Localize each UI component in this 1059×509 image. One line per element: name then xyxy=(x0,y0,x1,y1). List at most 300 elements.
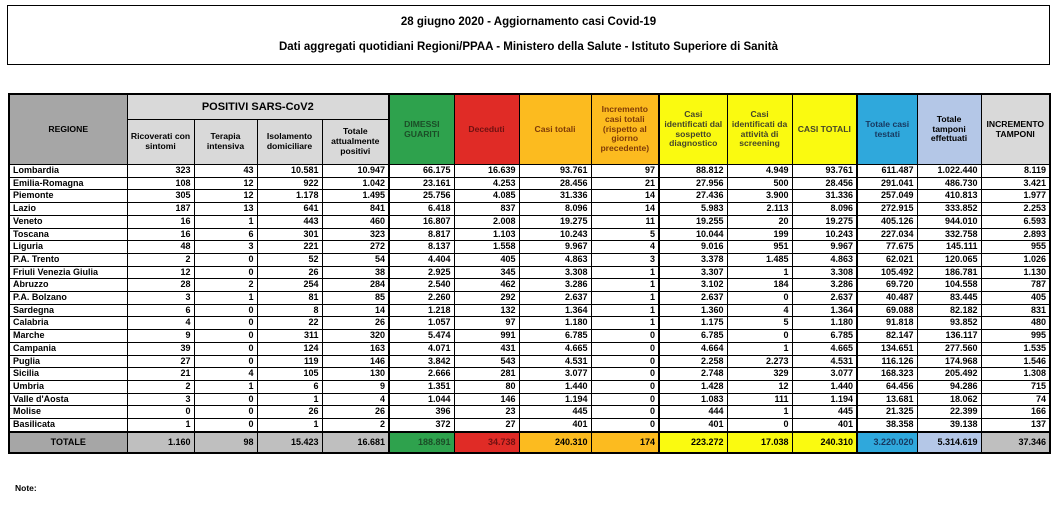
value-cell: 2 xyxy=(322,419,389,432)
region-name-cell: Puglia xyxy=(9,355,127,368)
value-cell: 163 xyxy=(322,342,389,355)
value-cell: 431 xyxy=(454,342,519,355)
value-cell: 146 xyxy=(322,355,389,368)
value-cell: 1.057 xyxy=(389,317,454,330)
value-cell: 1 xyxy=(194,380,257,393)
value-cell: 199 xyxy=(727,228,792,241)
value-cell: 8.817 xyxy=(389,228,454,241)
col-header-totale-tamponi: Totale tamponi effettuati xyxy=(917,94,981,165)
value-cell: 1 xyxy=(257,419,322,432)
value-cell: 1.977 xyxy=(981,190,1050,203)
value-cell: 22 xyxy=(257,317,322,330)
value-cell: 6.593 xyxy=(981,215,1050,228)
value-cell: 26 xyxy=(257,406,322,419)
value-cell: 12 xyxy=(194,177,257,190)
value-cell: 272.915 xyxy=(857,203,917,216)
value-cell: 2.260 xyxy=(389,292,454,305)
value-cell: 0 xyxy=(591,330,659,343)
value-cell: 22.399 xyxy=(917,406,981,419)
value-cell: 1.180 xyxy=(519,317,591,330)
region-name-cell: Liguria xyxy=(9,241,127,254)
value-cell: 462 xyxy=(454,279,519,292)
value-cell: 277.560 xyxy=(917,342,981,355)
value-cell: 168.323 xyxy=(857,368,917,381)
value-cell: 4 xyxy=(727,304,792,317)
table-row xyxy=(9,177,1050,190)
value-cell: 2.273 xyxy=(727,355,792,368)
value-cell: 8.119 xyxy=(981,165,1050,178)
value-cell: 323 xyxy=(322,228,389,241)
value-cell: 5.474 xyxy=(389,330,454,343)
value-cell: 0 xyxy=(194,355,257,368)
value-cell: 305 xyxy=(127,190,194,203)
value-cell: 104.558 xyxy=(917,279,981,292)
value-cell: 2.258 xyxy=(659,355,727,368)
value-cell: 28.456 xyxy=(792,177,857,190)
col-group-positivi-sars-cov2: POSITIVI SARS-CoV2 xyxy=(127,94,389,120)
value-cell: 3.077 xyxy=(792,368,857,381)
value-cell: 25.756 xyxy=(389,190,454,203)
col-header-incremento-tamponi: INCREMENTO TAMPONI xyxy=(981,94,1050,165)
value-cell: 146 xyxy=(454,393,519,406)
value-cell: 93.761 xyxy=(792,165,857,178)
value-cell: 6.785 xyxy=(792,330,857,343)
value-cell: 991 xyxy=(454,330,519,343)
value-cell: 97 xyxy=(454,317,519,330)
total-row xyxy=(9,432,1050,453)
value-cell: 6 xyxy=(257,380,322,393)
value-cell: 1.180 xyxy=(792,317,857,330)
value-cell: 184 xyxy=(727,279,792,292)
value-cell: 10.581 xyxy=(257,165,322,178)
value-cell: 3.102 xyxy=(659,279,727,292)
value-cell: 401 xyxy=(519,419,591,432)
value-cell: 3.307 xyxy=(659,266,727,279)
region-name-cell: Sicilia xyxy=(9,368,127,381)
total-casi-testati-cell: 3.220.020 xyxy=(857,432,917,453)
value-cell: 543 xyxy=(454,355,519,368)
value-cell: 4 xyxy=(322,393,389,406)
value-cell: 2.748 xyxy=(659,368,727,381)
value-cell: 8.137 xyxy=(389,241,454,254)
value-cell: 401 xyxy=(792,419,857,432)
value-cell: 3.378 xyxy=(659,253,727,266)
value-cell: 3.421 xyxy=(981,177,1050,190)
region-name-cell: Piemonte xyxy=(9,190,127,203)
region-name-cell: Molise xyxy=(9,406,127,419)
report-title: 28 giugno 2020 - Aggiornamento casi Covid-19 xyxy=(400,16,657,28)
value-cell: 4.531 xyxy=(519,355,591,368)
value-cell: 88.812 xyxy=(659,165,727,178)
value-cell: 1 xyxy=(127,419,194,432)
value-cell: 3 xyxy=(127,292,194,305)
col-header-terapia-intensiva: Terapia intensiva xyxy=(194,120,257,165)
value-cell: 405 xyxy=(454,253,519,266)
value-cell: 4.863 xyxy=(792,253,857,266)
note-label: Note: xyxy=(15,483,37,493)
value-cell: 281 xyxy=(454,368,519,381)
value-cell: 27 xyxy=(127,355,194,368)
value-cell: 40.487 xyxy=(857,292,917,305)
region-name-cell: Lombardia xyxy=(9,165,127,178)
value-cell: 311 xyxy=(257,330,322,343)
value-cell: 52 xyxy=(257,253,322,266)
value-cell: 136.117 xyxy=(917,330,981,343)
value-cell: 1.083 xyxy=(659,393,727,406)
value-cell: 0 xyxy=(194,253,257,266)
region-name-cell: P.A. Bolzano xyxy=(9,292,127,305)
table-row xyxy=(9,253,1050,266)
value-cell: 3.077 xyxy=(519,368,591,381)
value-cell: 1 xyxy=(194,215,257,228)
value-cell: 14 xyxy=(591,190,659,203)
value-cell: 4.664 xyxy=(659,342,727,355)
value-cell: 10.243 xyxy=(519,228,591,241)
value-cell: 332.758 xyxy=(917,228,981,241)
col-header-ricoverati-con-sintomi: Ricoverati con sintomi xyxy=(127,120,194,165)
value-cell: 8.096 xyxy=(792,203,857,216)
value-cell: 1.194 xyxy=(519,393,591,406)
value-cell: 31.336 xyxy=(792,190,857,203)
total-ricoverati-cell: 1.160 xyxy=(127,432,194,453)
region-name-cell: Sardegna xyxy=(9,304,127,317)
value-cell: 105 xyxy=(257,368,322,381)
value-cell: 23 xyxy=(454,406,519,419)
col-header-casi-totali-upper: CASI TOTALI xyxy=(792,94,857,165)
value-cell: 5.983 xyxy=(659,203,727,216)
region-name-cell: Lazio xyxy=(9,203,127,216)
value-cell: 9.016 xyxy=(659,241,727,254)
value-cell: 8 xyxy=(257,304,322,317)
value-cell: 1.044 xyxy=(389,393,454,406)
table-row xyxy=(9,330,1050,343)
value-cell: 2.925 xyxy=(389,266,454,279)
value-cell: 18.062 xyxy=(917,393,981,406)
value-cell: 1 xyxy=(591,317,659,330)
value-cell: 6 xyxy=(194,228,257,241)
table-row xyxy=(9,215,1050,228)
value-cell: 0 xyxy=(591,355,659,368)
value-cell: 3.842 xyxy=(389,355,454,368)
region-name-cell: Umbria xyxy=(9,380,127,393)
value-cell: 12 xyxy=(127,266,194,279)
table-row xyxy=(9,380,1050,393)
value-cell: 0 xyxy=(194,304,257,317)
value-cell: 301 xyxy=(257,228,322,241)
value-cell: 83.445 xyxy=(917,292,981,305)
value-cell: 944.010 xyxy=(917,215,981,228)
value-cell: 995 xyxy=(981,330,1050,343)
value-cell: 108 xyxy=(127,177,194,190)
value-cell: 0 xyxy=(194,266,257,279)
value-cell: 3.286 xyxy=(519,279,591,292)
region-name-cell: Veneto xyxy=(9,215,127,228)
value-cell: 323 xyxy=(127,165,194,178)
value-cell: 1.440 xyxy=(519,380,591,393)
value-cell: 16 xyxy=(127,215,194,228)
value-cell: 1.351 xyxy=(389,380,454,393)
value-cell: 221 xyxy=(257,241,322,254)
value-cell: 0 xyxy=(591,419,659,432)
value-cell: 10.044 xyxy=(659,228,727,241)
value-cell: 1.103 xyxy=(454,228,519,241)
value-cell: 132 xyxy=(454,304,519,317)
value-cell: 13 xyxy=(194,203,257,216)
value-cell: 91.818 xyxy=(857,317,917,330)
value-cell: 1.360 xyxy=(659,304,727,317)
col-header-casi-screening: Casi identificati da attività di screening xyxy=(727,94,792,165)
total-tamponi-cell: 5.314.619 xyxy=(917,432,981,453)
value-cell: 787 xyxy=(981,279,1050,292)
value-cell: 2 xyxy=(127,380,194,393)
total-deceduti-cell: 34.738 xyxy=(454,432,519,453)
value-cell: 28 xyxy=(127,279,194,292)
value-cell: 1.194 xyxy=(792,393,857,406)
value-cell: 54 xyxy=(322,253,389,266)
value-cell: 111 xyxy=(727,393,792,406)
value-cell: 284 xyxy=(322,279,389,292)
region-name-cell: Friuli Venezia Giulia xyxy=(9,266,127,279)
value-cell: 16.807 xyxy=(389,215,454,228)
value-cell: 1.558 xyxy=(454,241,519,254)
value-cell: 166 xyxy=(981,406,1050,419)
value-cell: 0 xyxy=(194,393,257,406)
value-cell: 6.418 xyxy=(389,203,454,216)
value-cell: 254 xyxy=(257,279,322,292)
value-cell: 2 xyxy=(194,279,257,292)
region-name-cell: Emilia-Romagna xyxy=(9,177,127,190)
value-cell: 1 xyxy=(591,304,659,317)
value-cell: 405 xyxy=(981,292,1050,305)
table-row xyxy=(9,228,1050,241)
table-row xyxy=(9,292,1050,305)
value-cell: 0 xyxy=(194,419,257,432)
value-cell: 1 xyxy=(257,393,322,406)
value-cell: 0 xyxy=(727,292,792,305)
value-cell: 291.041 xyxy=(857,177,917,190)
region-name-cell: Campania xyxy=(9,342,127,355)
value-cell: 2.637 xyxy=(792,292,857,305)
value-cell: 3 xyxy=(127,393,194,406)
col-header-regione: REGIONE xyxy=(9,94,127,165)
value-cell: 26 xyxy=(322,406,389,419)
value-cell: 105.492 xyxy=(857,266,917,279)
value-cell: 31.336 xyxy=(519,190,591,203)
value-cell: 26 xyxy=(257,266,322,279)
value-cell: 372 xyxy=(389,419,454,432)
value-cell: 396 xyxy=(389,406,454,419)
value-cell: 4.665 xyxy=(792,342,857,355)
value-cell: 0 xyxy=(591,342,659,355)
value-cell: 951 xyxy=(727,241,792,254)
value-cell: 320 xyxy=(322,330,389,343)
value-cell: 120.065 xyxy=(917,253,981,266)
value-cell: 39.138 xyxy=(917,419,981,432)
value-cell: 137 xyxy=(981,419,1050,432)
value-cell: 3.900 xyxy=(727,190,792,203)
total-incremento-tamponi-cell: 37.346 xyxy=(981,432,1050,453)
table-row xyxy=(9,241,1050,254)
value-cell: 444 xyxy=(659,406,727,419)
value-cell: 445 xyxy=(792,406,857,419)
value-cell: 12 xyxy=(194,190,257,203)
table-row xyxy=(9,165,1050,178)
value-cell: 27 xyxy=(454,419,519,432)
value-cell: 329 xyxy=(727,368,792,381)
value-cell: 6.785 xyxy=(659,330,727,343)
value-cell: 10.947 xyxy=(322,165,389,178)
value-cell: 39 xyxy=(127,342,194,355)
value-cell: 0 xyxy=(591,393,659,406)
value-cell: 1 xyxy=(591,292,659,305)
value-cell: 4 xyxy=(591,241,659,254)
total-label-cell: TOTALE xyxy=(9,432,127,453)
value-cell: 2 xyxy=(127,253,194,266)
value-cell: 1.218 xyxy=(389,304,454,317)
value-cell: 9.967 xyxy=(519,241,591,254)
value-cell: 1 xyxy=(591,266,659,279)
value-cell: 3.308 xyxy=(792,266,857,279)
value-cell: 841 xyxy=(322,203,389,216)
value-cell: 38 xyxy=(322,266,389,279)
region-name-cell: Abruzzo xyxy=(9,279,127,292)
value-cell: 82.182 xyxy=(917,304,981,317)
report-header xyxy=(7,5,1050,65)
value-cell: 345 xyxy=(454,266,519,279)
value-cell: 74 xyxy=(981,393,1050,406)
value-cell: 1.175 xyxy=(659,317,727,330)
value-cell: 1.308 xyxy=(981,368,1050,381)
total-casi-totali-cell: 240.310 xyxy=(519,432,591,453)
value-cell: 1.042 xyxy=(322,177,389,190)
value-cell: 205.492 xyxy=(917,368,981,381)
value-cell: 119 xyxy=(257,355,322,368)
value-cell: 0 xyxy=(727,330,792,343)
value-cell: 81 xyxy=(257,292,322,305)
value-cell: 43 xyxy=(194,165,257,178)
value-cell: 13.681 xyxy=(857,393,917,406)
value-cell: 77.675 xyxy=(857,241,917,254)
value-cell: 27.436 xyxy=(659,190,727,203)
col-header-isolamento-domiciliare: Isolamento domiciliare xyxy=(257,120,322,165)
value-cell: 500 xyxy=(727,177,792,190)
value-cell: 1.428 xyxy=(659,380,727,393)
value-cell: 6.785 xyxy=(519,330,591,343)
value-cell: 1 xyxy=(727,406,792,419)
value-cell: 93.761 xyxy=(519,165,591,178)
value-cell: 611.487 xyxy=(857,165,917,178)
region-name-cell: Calabria xyxy=(9,317,127,330)
value-cell: 28.456 xyxy=(519,177,591,190)
covid-data-table xyxy=(8,93,1051,454)
table-header-row-groups xyxy=(9,94,1050,120)
report-subtitle: Dati aggregati quotidiani Regioni/PPAA - Ministero della Salute - Istituto Superiore di Sanità xyxy=(278,41,779,53)
value-cell: 82.147 xyxy=(857,330,917,343)
value-cell: 4.863 xyxy=(519,253,591,266)
value-cell: 1 xyxy=(591,279,659,292)
value-cell: 94.286 xyxy=(917,380,981,393)
value-cell: 4.253 xyxy=(454,177,519,190)
value-cell: 3.308 xyxy=(519,266,591,279)
table-body xyxy=(9,165,1050,432)
value-cell: 2.540 xyxy=(389,279,454,292)
value-cell: 2.113 xyxy=(727,203,792,216)
value-cell: 19.255 xyxy=(659,215,727,228)
value-cell: 486.730 xyxy=(917,177,981,190)
value-cell: 410.813 xyxy=(917,190,981,203)
value-cell: 66.175 xyxy=(389,165,454,178)
value-cell: 0 xyxy=(591,406,659,419)
value-cell: 257.049 xyxy=(857,190,917,203)
total-isolamento-cell: 15.423 xyxy=(257,432,322,453)
value-cell: 4.665 xyxy=(519,342,591,355)
value-cell: 5 xyxy=(591,228,659,241)
value-cell: 85 xyxy=(322,292,389,305)
value-cell: 1.026 xyxy=(981,253,1050,266)
value-cell: 3.286 xyxy=(792,279,857,292)
value-cell: 1.022.440 xyxy=(917,165,981,178)
value-cell: 1.485 xyxy=(727,253,792,266)
value-cell: 14 xyxy=(591,203,659,216)
region-name-cell: Toscana xyxy=(9,228,127,241)
table-row xyxy=(9,406,1050,419)
value-cell: 14 xyxy=(322,304,389,317)
value-cell: 187 xyxy=(127,203,194,216)
value-cell: 1.364 xyxy=(792,304,857,317)
region-name-cell: P.A. Trento xyxy=(9,253,127,266)
value-cell: 272 xyxy=(322,241,389,254)
value-cell: 21 xyxy=(127,368,194,381)
value-cell: 9 xyxy=(322,380,389,393)
value-cell: 445 xyxy=(519,406,591,419)
value-cell: 5 xyxy=(727,317,792,330)
value-cell: 1 xyxy=(727,342,792,355)
value-cell: 837 xyxy=(454,203,519,216)
value-cell: 20 xyxy=(727,215,792,228)
value-cell: 1 xyxy=(727,266,792,279)
col-header-casi-totali: Casi totali xyxy=(519,94,591,165)
value-cell: 4 xyxy=(127,317,194,330)
value-cell: 227.034 xyxy=(857,228,917,241)
value-cell: 443 xyxy=(257,215,322,228)
value-cell: 922 xyxy=(257,177,322,190)
table-row xyxy=(9,304,1050,317)
region-name-cell: Marche xyxy=(9,330,127,343)
value-cell: 333.852 xyxy=(917,203,981,216)
value-cell: 831 xyxy=(981,304,1050,317)
value-cell: 80 xyxy=(454,380,519,393)
col-header-totale-attualmente-positivi: Totale attualmente positivi xyxy=(322,120,389,165)
value-cell: 93.852 xyxy=(917,317,981,330)
value-cell: 0 xyxy=(194,330,257,343)
value-cell: 1.364 xyxy=(519,304,591,317)
value-cell: 4.949 xyxy=(727,165,792,178)
value-cell: 64.456 xyxy=(857,380,917,393)
value-cell: 2.893 xyxy=(981,228,1050,241)
value-cell: 0 xyxy=(127,406,194,419)
table-row xyxy=(9,279,1050,292)
col-header-totale-casi-testati: Totale casi testati xyxy=(857,94,917,165)
value-cell: 955 xyxy=(981,241,1050,254)
value-cell: 124 xyxy=(257,342,322,355)
value-cell: 16 xyxy=(127,228,194,241)
region-name-cell: Basilicata xyxy=(9,419,127,432)
total-attualmente-positivi-cell: 16.681 xyxy=(322,432,389,453)
total-casi-sospetto-cell: 223.272 xyxy=(659,432,727,453)
value-cell: 134.651 xyxy=(857,342,917,355)
table-row xyxy=(9,266,1050,279)
col-header-dimessi-guariti: DIMESSI GUARITI xyxy=(389,94,454,165)
